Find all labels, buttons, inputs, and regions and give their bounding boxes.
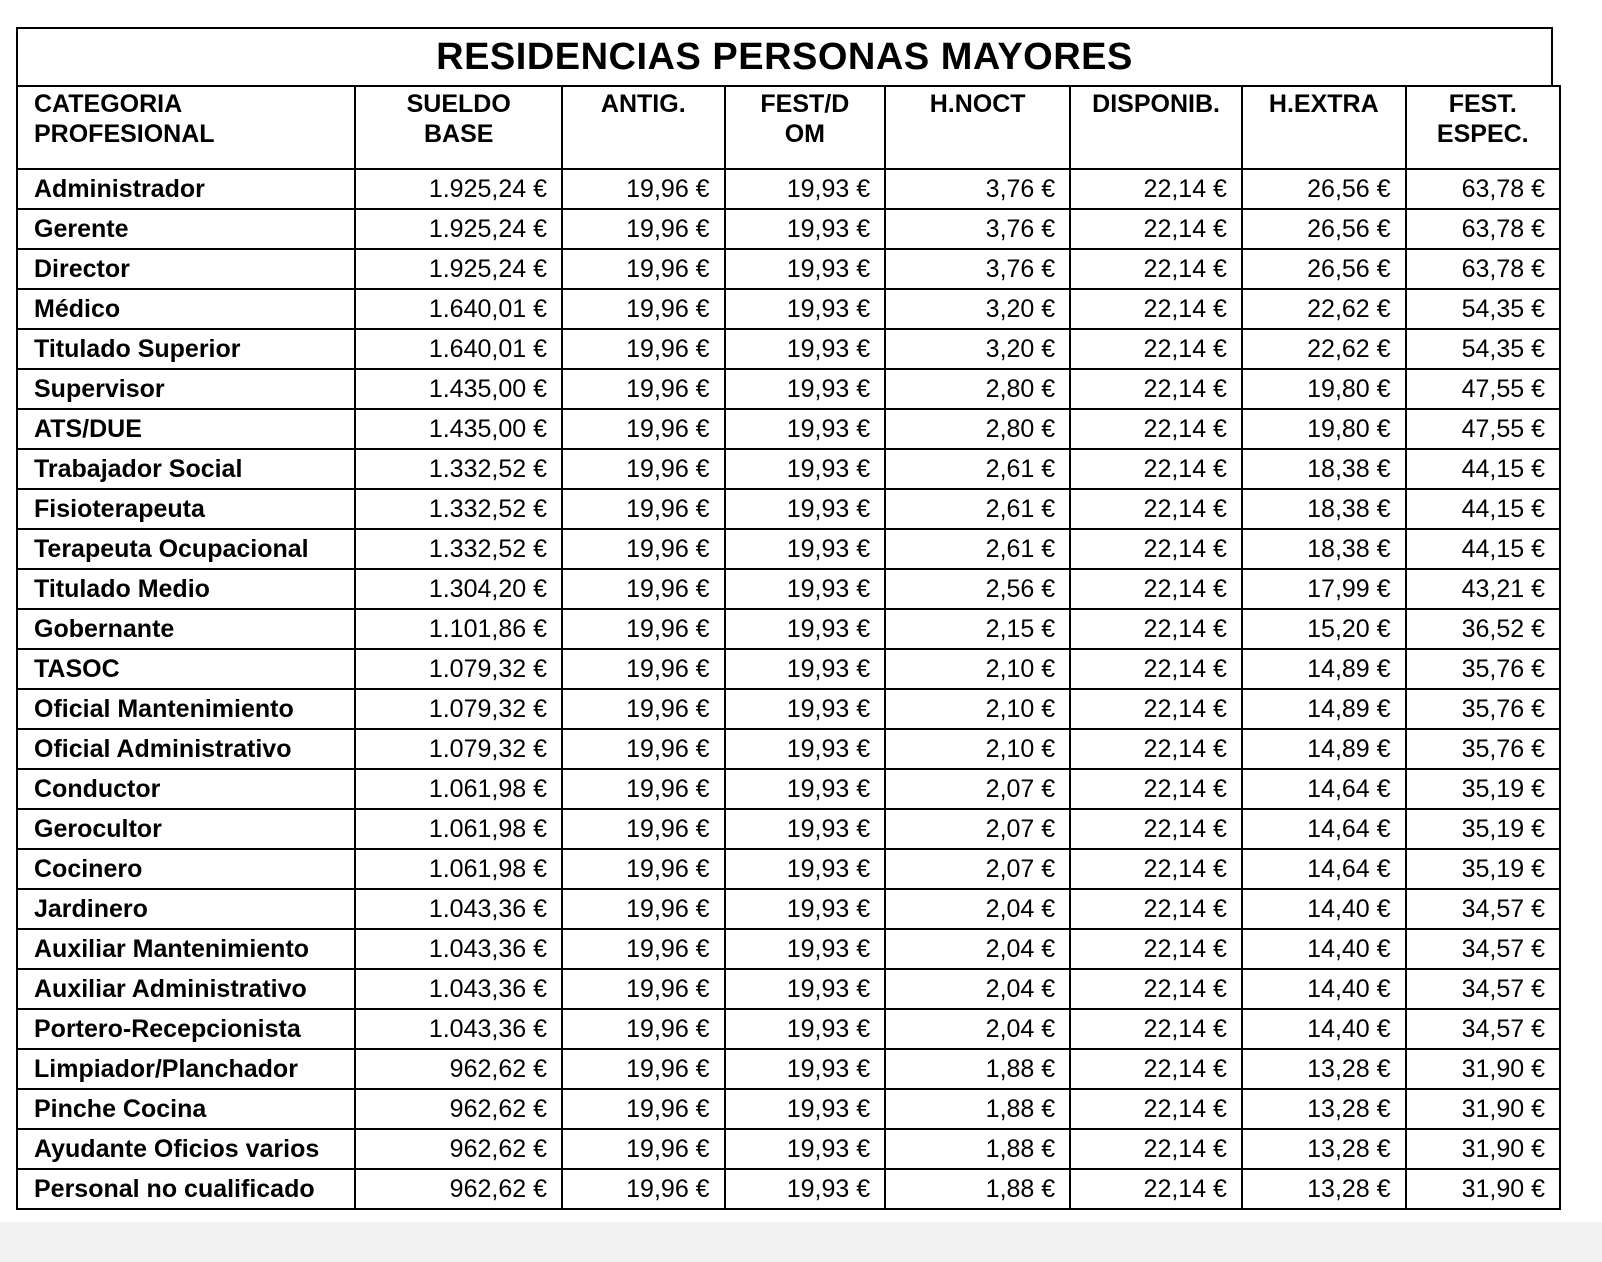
antiguedad-cell: 19,96 €	[562, 449, 725, 489]
sueldo-base-cell: 1.079,32 €	[355, 689, 562, 729]
festivo-especial-cell: 35,19 €	[1406, 769, 1560, 809]
hora-extra-cell: 22,62 €	[1242, 289, 1406, 329]
festivo-domingo-cell: 19,93 €	[725, 569, 886, 609]
festivo-domingo-cell: 19,93 €	[725, 369, 886, 409]
antiguedad-cell: 19,96 €	[562, 1089, 725, 1129]
sueldo-base-cell: 1.079,32 €	[355, 729, 562, 769]
sueldo-base-header	[355, 86, 562, 169]
disponibilidad-cell: 22,14 €	[1070, 729, 1242, 769]
disponibilidad-cell: 22,14 €	[1070, 1169, 1242, 1209]
disponibilidad-cell: 22,14 €	[1070, 329, 1242, 369]
antiguedad-cell: 19,96 €	[562, 1009, 725, 1049]
antiguedad-cell: 19,96 €	[562, 529, 725, 569]
festivo-domingo-cell: 19,93 €	[725, 1089, 886, 1129]
document-page	[16, 27, 1561, 1210]
hora-extra-cell: 14,64 €	[1242, 849, 1406, 889]
categoria-cell: Supervisor	[17, 369, 355, 409]
table-row	[17, 169, 1560, 209]
antiguedad-cell: 19,96 €	[562, 609, 725, 649]
antiguedad-cell: 19,96 €	[562, 929, 725, 969]
festivo-domingo-cell: 19,93 €	[725, 769, 886, 809]
festivo-domingo-cell: 19,93 €	[725, 1009, 886, 1049]
hora-nocturna-cell: 2,61 €	[885, 489, 1070, 529]
hora-extra-cell: 13,28 €	[1242, 1049, 1406, 1089]
antiguedad-cell: 19,96 €	[562, 809, 725, 849]
festivo-especial-cell: 31,90 €	[1406, 1169, 1560, 1209]
disponibilidad-cell: 22,14 €	[1070, 689, 1242, 729]
hora-extra-cell: 18,38 €	[1242, 449, 1406, 489]
hora-extra-cell: 14,64 €	[1242, 769, 1406, 809]
sueldo-base-cell: 962,62 €	[355, 1049, 562, 1089]
sueldo-base-cell: 1.079,32 €	[355, 649, 562, 689]
categoria-cell: Portero-Recepcionista	[17, 1009, 355, 1049]
festivo-especial-cell: 54,35 €	[1406, 289, 1560, 329]
categoria-cell: Pinche Cocina	[17, 1089, 355, 1129]
hora-nocturna-cell: 2,61 €	[885, 449, 1070, 489]
antiguedad-cell: 19,96 €	[562, 729, 725, 769]
disponibilidad-cell: 22,14 €	[1070, 289, 1242, 329]
sueldo-base-cell: 1.304,20 €	[355, 569, 562, 609]
hora-extra-cell: 15,20 €	[1242, 609, 1406, 649]
hora-nocturna-cell: 2,80 €	[885, 409, 1070, 449]
antiguedad-cell: 19,96 €	[562, 249, 725, 289]
table-row	[17, 689, 1560, 729]
table-row	[17, 289, 1560, 329]
categoria-cell: Titulado Medio	[17, 569, 355, 609]
salary-table	[16, 85, 1561, 1210]
festivo-especial-cell: 34,57 €	[1406, 969, 1560, 1009]
festivo-especial-cell: 36,52 €	[1406, 609, 1560, 649]
table-row	[17, 929, 1560, 969]
hora-extra-cell: 14,89 €	[1242, 649, 1406, 689]
festivo-especial-cell: 35,76 €	[1406, 689, 1560, 729]
festivo-domingo-cell: 19,93 €	[725, 329, 886, 369]
hora-extra-cell: 14,40 €	[1242, 1009, 1406, 1049]
hora-extra-cell: 18,38 €	[1242, 489, 1406, 529]
hora-nocturna-cell: 1,88 €	[885, 1049, 1070, 1089]
disponibilidad-header	[1070, 86, 1242, 169]
hora-nocturna-cell: 2,04 €	[885, 1009, 1070, 1049]
sueldo-base-cell: 1.043,36 €	[355, 889, 562, 929]
antiguedad-cell: 19,96 €	[562, 969, 725, 1009]
categoria-header	[17, 86, 355, 169]
sueldo-base-cell: 1.925,24 €	[355, 209, 562, 249]
column-header-line: H.NOCT	[929, 90, 1026, 118]
table-row	[17, 1049, 1560, 1089]
disponibilidad-cell: 22,14 €	[1070, 849, 1242, 889]
table-body	[17, 169, 1560, 1209]
festivo-especial-cell: 47,55 €	[1406, 369, 1560, 409]
festivo-especial-cell: 63,78 €	[1406, 249, 1560, 289]
hora-nocturna-cell: 2,61 €	[885, 529, 1070, 569]
festivo-especial-cell: 63,78 €	[1406, 169, 1560, 209]
festivo-especial-cell: 35,76 €	[1406, 729, 1560, 769]
categoria-cell: Director	[17, 249, 355, 289]
categoria-cell: TASOC	[17, 649, 355, 689]
hora-nocturna-header	[885, 86, 1070, 169]
hora-extra-cell: 14,89 €	[1242, 689, 1406, 729]
disponibilidad-cell: 22,14 €	[1070, 889, 1242, 929]
disponibilidad-cell: 22,14 €	[1070, 649, 1242, 689]
table-row	[17, 529, 1560, 569]
festivo-domingo-cell: 19,93 €	[725, 1049, 886, 1089]
table-row	[17, 809, 1560, 849]
disponibilidad-cell: 22,14 €	[1070, 609, 1242, 649]
hora-nocturna-cell: 2,04 €	[885, 969, 1070, 1009]
hora-extra-cell: 19,80 €	[1242, 369, 1406, 409]
categoria-cell: Auxiliar Mantenimiento	[17, 929, 355, 969]
table-row	[17, 1169, 1560, 1209]
disponibilidad-cell: 22,14 €	[1070, 569, 1242, 609]
table-row	[17, 369, 1560, 409]
festivo-domingo-cell: 19,93 €	[725, 289, 886, 329]
categoria-cell: Trabajador Social	[17, 449, 355, 489]
hora-nocturna-cell: 3,76 €	[885, 249, 1070, 289]
hora-extra-cell: 14,40 €	[1242, 929, 1406, 969]
sueldo-base-cell: 1.640,01 €	[355, 289, 562, 329]
festivo-domingo-cell: 19,93 €	[725, 529, 886, 569]
sueldo-base-cell: 1.332,52 €	[355, 449, 562, 489]
column-header-line: SUELDO	[406, 90, 511, 118]
column-header-line: PROFESIONAL	[34, 120, 215, 148]
hora-extra-cell: 14,64 €	[1242, 809, 1406, 849]
festivo-especial-cell: 31,90 €	[1406, 1089, 1560, 1129]
sueldo-base-cell: 1.061,98 €	[355, 809, 562, 849]
antiguedad-cell: 19,96 €	[562, 649, 725, 689]
table-row	[17, 209, 1560, 249]
hora-extra-cell: 13,28 €	[1242, 1169, 1406, 1209]
column-header-line: OM	[784, 120, 825, 148]
hora-extra-cell: 19,80 €	[1242, 409, 1406, 449]
disponibilidad-cell: 22,14 €	[1070, 409, 1242, 449]
hora-nocturna-cell: 3,76 €	[885, 209, 1070, 249]
disponibilidad-cell: 22,14 €	[1070, 249, 1242, 289]
antiguedad-cell: 19,96 €	[562, 689, 725, 729]
festivo-domingo-cell: 19,93 €	[725, 169, 886, 209]
column-header-line: ESPEC.	[1436, 120, 1529, 148]
disponibilidad-cell: 22,14 €	[1070, 489, 1242, 529]
festivo-domingo-cell: 19,93 €	[725, 649, 886, 689]
hora-extra-header	[1242, 86, 1406, 169]
hora-nocturna-cell: 2,80 €	[885, 369, 1070, 409]
antiguedad-cell: 19,96 €	[562, 1129, 725, 1169]
categoria-cell: Limpiador/Planchador	[17, 1049, 355, 1089]
festivo-domingo-cell: 19,93 €	[725, 969, 886, 1009]
table-row	[17, 249, 1560, 289]
festivo-especial-cell: 44,15 €	[1406, 529, 1560, 569]
festivo-especial-cell: 34,57 €	[1406, 929, 1560, 969]
hora-nocturna-cell: 3,20 €	[885, 329, 1070, 369]
sueldo-base-cell: 1.435,00 €	[355, 409, 562, 449]
festivo-domingo-cell: 19,93 €	[725, 409, 886, 449]
column-header-line: FEST.	[1448, 90, 1517, 118]
hora-nocturna-cell: 2,10 €	[885, 729, 1070, 769]
festivo-domingo-cell: 19,93 €	[725, 729, 886, 769]
hora-nocturna-cell: 2,04 €	[885, 889, 1070, 929]
categoria-cell: Titulado Superior	[17, 329, 355, 369]
disponibilidad-cell: 22,14 €	[1070, 1089, 1242, 1129]
festivo-especial-cell: 35,76 €	[1406, 649, 1560, 689]
disponibilidad-cell: 22,14 €	[1070, 449, 1242, 489]
festivo-domingo-cell: 19,93 €	[725, 929, 886, 969]
categoria-cell: Gerocultor	[17, 809, 355, 849]
antiguedad-header	[562, 86, 725, 169]
festivo-domingo-cell: 19,93 €	[725, 489, 886, 529]
hora-extra-cell: 26,56 €	[1242, 249, 1406, 289]
categoria-cell: Fisioterapeuta	[17, 489, 355, 529]
table-row	[17, 1129, 1560, 1169]
hora-extra-cell: 14,89 €	[1242, 729, 1406, 769]
table-row	[17, 649, 1560, 689]
disponibilidad-cell: 22,14 €	[1070, 809, 1242, 849]
hora-extra-cell: 14,40 €	[1242, 969, 1406, 1009]
column-header-line: H.EXTRA	[1268, 90, 1379, 118]
disponibilidad-cell: 22,14 €	[1070, 529, 1242, 569]
sueldo-base-cell: 1.925,24 €	[355, 169, 562, 209]
festivo-domingo-cell: 19,93 €	[725, 809, 886, 849]
antiguedad-cell: 19,96 €	[562, 489, 725, 529]
categoria-cell: Oficial Mantenimiento	[17, 689, 355, 729]
categoria-cell: Ayudante Oficios varios	[17, 1129, 355, 1169]
column-header-line: BASE	[423, 120, 494, 148]
table-row	[17, 489, 1560, 529]
table-header-row	[17, 86, 1560, 169]
categoria-cell: Personal no cualificado	[17, 1169, 355, 1209]
hora-nocturna-cell: 2,07 €	[885, 849, 1070, 889]
table-row	[17, 609, 1560, 649]
festivo-especial-cell: 44,15 €	[1406, 489, 1560, 529]
title-box	[16, 27, 1553, 85]
antiguedad-cell: 19,96 €	[562, 1049, 725, 1089]
hora-nocturna-cell: 3,76 €	[885, 169, 1070, 209]
sueldo-base-cell: 1.332,52 €	[355, 529, 562, 569]
antiguedad-cell: 19,96 €	[562, 889, 725, 929]
page-bottom-strip	[0, 1222, 1602, 1262]
categoria-cell: Jardinero	[17, 889, 355, 929]
disponibilidad-cell: 22,14 €	[1070, 769, 1242, 809]
hora-extra-cell: 13,28 €	[1242, 1089, 1406, 1129]
table-row	[17, 329, 1560, 369]
festivo-especial-cell: 35,19 €	[1406, 809, 1560, 849]
sueldo-base-cell: 962,62 €	[355, 1169, 562, 1209]
page-title: RESIDENCIAS PERSONAS MAYORES	[436, 35, 1133, 78]
antiguedad-cell: 19,96 €	[562, 409, 725, 449]
hora-extra-cell: 17,99 €	[1242, 569, 1406, 609]
sueldo-base-cell: 1.332,52 €	[355, 489, 562, 529]
hora-nocturna-cell: 1,88 €	[885, 1089, 1070, 1129]
categoria-cell: Gobernante	[17, 609, 355, 649]
sueldo-base-cell: 1.101,86 €	[355, 609, 562, 649]
hora-nocturna-cell: 2,56 €	[885, 569, 1070, 609]
antiguedad-cell: 19,96 €	[562, 1169, 725, 1209]
hora-nocturna-cell: 2,10 €	[885, 649, 1070, 689]
disponibilidad-cell: 22,14 €	[1070, 1129, 1242, 1169]
hora-nocturna-cell: 2,04 €	[885, 929, 1070, 969]
table-row	[17, 449, 1560, 489]
disponibilidad-cell: 22,14 €	[1070, 169, 1242, 209]
festivo-especial-cell: 35,19 €	[1406, 849, 1560, 889]
categoria-cell: Administrador	[17, 169, 355, 209]
hora-extra-cell: 26,56 €	[1242, 209, 1406, 249]
categoria-cell: Terapeuta Ocupacional	[17, 529, 355, 569]
table-row	[17, 969, 1560, 1009]
festivo-especial-cell: 43,21 €	[1406, 569, 1560, 609]
festivo-domingo-cell: 19,93 €	[725, 449, 886, 489]
sueldo-base-cell: 962,62 €	[355, 1089, 562, 1129]
hora-nocturna-cell: 2,07 €	[885, 809, 1070, 849]
table-row	[17, 889, 1560, 929]
antiguedad-cell: 19,96 €	[562, 289, 725, 329]
festivo-especial-cell: 34,57 €	[1406, 1009, 1560, 1049]
festivo-domingo-cell: 19,93 €	[725, 249, 886, 289]
hora-nocturna-cell: 2,10 €	[885, 689, 1070, 729]
column-header-line: DISPONIB.	[1092, 90, 1220, 118]
hora-extra-cell: 18,38 €	[1242, 529, 1406, 569]
hora-nocturna-cell: 1,88 €	[885, 1129, 1070, 1169]
festivo-domingo-header	[725, 86, 886, 169]
festivo-especial-cell: 63,78 €	[1406, 209, 1560, 249]
sueldo-base-cell: 1.640,01 €	[355, 329, 562, 369]
sueldo-base-cell: 1.925,24 €	[355, 249, 562, 289]
antiguedad-cell: 19,96 €	[562, 769, 725, 809]
table-row	[17, 1009, 1560, 1049]
categoria-cell: Conductor	[17, 769, 355, 809]
festivo-domingo-cell: 19,93 €	[725, 689, 886, 729]
hora-extra-cell: 13,28 €	[1242, 1129, 1406, 1169]
festivo-domingo-cell: 19,93 €	[725, 209, 886, 249]
disponibilidad-cell: 22,14 €	[1070, 209, 1242, 249]
hora-extra-cell: 26,56 €	[1242, 169, 1406, 209]
disponibilidad-cell: 22,14 €	[1070, 1049, 1242, 1089]
column-header-line: CATEGORIA	[34, 90, 183, 118]
categoria-cell: Auxiliar Administrativo	[17, 969, 355, 1009]
categoria-cell: Cocinero	[17, 849, 355, 889]
disponibilidad-cell: 22,14 €	[1070, 969, 1242, 1009]
festivo-domingo-cell: 19,93 €	[725, 609, 886, 649]
hora-nocturna-cell: 2,15 €	[885, 609, 1070, 649]
sueldo-base-cell: 1.061,98 €	[355, 769, 562, 809]
antiguedad-cell: 19,96 €	[562, 569, 725, 609]
sueldo-base-cell: 1.435,00 €	[355, 369, 562, 409]
antiguedad-cell: 19,96 €	[562, 329, 725, 369]
sueldo-base-cell: 1.043,36 €	[355, 929, 562, 969]
festivo-especial-cell: 54,35 €	[1406, 329, 1560, 369]
antiguedad-cell: 19,96 €	[562, 169, 725, 209]
categoria-cell: ATS/DUE	[17, 409, 355, 449]
festivo-domingo-cell: 19,93 €	[725, 1169, 886, 1209]
sueldo-base-cell: 1.061,98 €	[355, 849, 562, 889]
table-row	[17, 849, 1560, 889]
hora-extra-cell: 22,62 €	[1242, 329, 1406, 369]
sueldo-base-cell: 1.043,36 €	[355, 969, 562, 1009]
disponibilidad-cell: 22,14 €	[1070, 369, 1242, 409]
antiguedad-cell: 19,96 €	[562, 849, 725, 889]
disponibilidad-cell: 22,14 €	[1070, 929, 1242, 969]
column-header-line: FEST/D	[760, 90, 850, 118]
festivo-especial-cell: 31,90 €	[1406, 1129, 1560, 1169]
hora-nocturna-cell: 1,88 €	[885, 1169, 1070, 1209]
festivo-especial-header	[1406, 86, 1560, 169]
hora-extra-cell: 14,40 €	[1242, 889, 1406, 929]
categoria-cell: Gerente	[17, 209, 355, 249]
table-row	[17, 1089, 1560, 1129]
festivo-especial-cell: 44,15 €	[1406, 449, 1560, 489]
table-row	[17, 409, 1560, 449]
hora-nocturna-cell: 3,20 €	[885, 289, 1070, 329]
festivo-especial-cell: 47,55 €	[1406, 409, 1560, 449]
sueldo-base-cell: 1.043,36 €	[355, 1009, 562, 1049]
festivo-domingo-cell: 19,93 €	[725, 849, 886, 889]
festivo-especial-cell: 34,57 €	[1406, 889, 1560, 929]
column-header-line: ANTIG.	[600, 90, 686, 118]
antiguedad-cell: 19,96 €	[562, 209, 725, 249]
festivo-domingo-cell: 19,93 €	[725, 889, 886, 929]
categoria-cell: Médico	[17, 289, 355, 329]
sueldo-base-cell: 962,62 €	[355, 1129, 562, 1169]
disponibilidad-cell: 22,14 €	[1070, 1009, 1242, 1049]
table-row	[17, 769, 1560, 809]
table-row	[17, 569, 1560, 609]
categoria-cell: Oficial Administrativo	[17, 729, 355, 769]
festivo-especial-cell: 31,90 €	[1406, 1049, 1560, 1089]
hora-nocturna-cell: 2,07 €	[885, 769, 1070, 809]
festivo-domingo-cell: 19,93 €	[725, 1129, 886, 1169]
table-row	[17, 729, 1560, 769]
antiguedad-cell: 19,96 €	[562, 369, 725, 409]
